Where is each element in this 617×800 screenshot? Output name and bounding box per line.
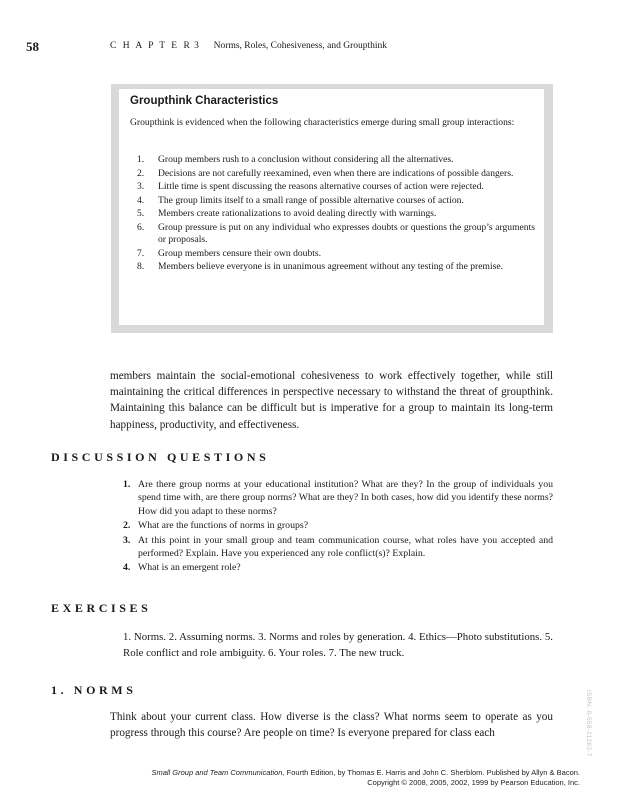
page-number: 58 — [26, 39, 39, 54]
list-item: 3. Little time is spent discussing the reasons alternative courses of action were rejected. — [137, 181, 484, 193]
footer-book-title: Small Group and Team Communication, — [151, 768, 285, 777]
discussion-heading: DISCUSSION QUESTIONS — [51, 450, 270, 464]
isbn-watermark: ISBN: 0-558-11282-7 — [585, 690, 592, 757]
box-title: Groupthink Characteristics — [130, 95, 279, 107]
list-item: 4. What is an emergent role? — [123, 562, 241, 574]
norms-paragraph: Think about your current class. How diverse is the class? What norms seem to operate as you progress through this course? Are people on time? Is everyone prepared for class each — [110, 711, 553, 740]
chapter-title: Norms, Roles, Cohesiveness, and Groupthink — [213, 41, 388, 51]
list-item: 4. The group limits itself to a small range of possible alternative courses of action. — [137, 194, 464, 206]
norms-heading: 1. NORMS — [51, 683, 137, 697]
list-item: 6. Group pressure is put on any individual who expresses doubts or questions the group’s arguments or proposals. — [137, 221, 535, 246]
exercises-heading: EXERCISES — [51, 601, 152, 615]
exercises-text: 1. Norms. 2. Assuming norms. 3. Norms and roles by generation. 4. Ethics—Photo substitutions. 5. Role conflict and role ambiguity. 6. Your roles. 7. The new truck. — [123, 631, 553, 659]
list-item: 1. Group members rush to a conclusion without considering all the alternatives. — [137, 154, 454, 165]
box-intro: Groupthink is evidenced when the following characteristics emerge during small group interactions: — [130, 117, 515, 128]
list-item: 3. At this point in your small group and team communication course, what roles have you accepted and performed? Explain. Have you experienced any role conflict(s)? Explain. — [123, 534, 553, 559]
footer-publication: Fourth Edition, by Thomas E. Harris and John C. Sherblom. Published by Allyn & Bacon. — [284, 768, 580, 777]
groupthink-list — [137, 154, 535, 275]
list-item: 8. Members believe everyone is in unanimous agreement without any testing of the premise. — [137, 261, 504, 273]
list-item: 5. Members create rationalizations to avoid dealing directly with warnings. — [137, 208, 437, 220]
chapter-number: 3 — [194, 41, 199, 51]
list-item: 7. Group members censure their own doubts. — [137, 247, 322, 259]
chapter-label: C H A P T E R — [110, 41, 192, 51]
footer-line-1 — [100, 768, 580, 778]
list-item: 2. Decisions are not carefully reexamined, even when there are indications of possible dangers. — [137, 167, 514, 179]
list-item: 1. Are there group norms at your educational institution? What are they? In the group of individuals you spend time with, are there group norms? What are they? In both cases, how did you identify these norms? How did you adapt to these norms? — [123, 479, 553, 517]
copyright-footer — [100, 768, 580, 787]
footer-copyright: Copyright © 2008, 2005, 2002, 1999 by Pearson Education, Inc. — [367, 777, 580, 787]
discussion-questions-list — [123, 478, 553, 576]
list-item: 2. What are the functions of norms in groups? — [123, 520, 309, 532]
running-head — [110, 41, 387, 51]
body-paragraph: members maintain the social-emotional cohesiveness to work effectively together, while still maintaining the critical differences in perspective necessary to withstand the threat of groupthink. Maintaining this balance can be difficult but is imperative for a group to maintain its long-term happiness, productivity, and effectiveness. — [110, 370, 553, 431]
